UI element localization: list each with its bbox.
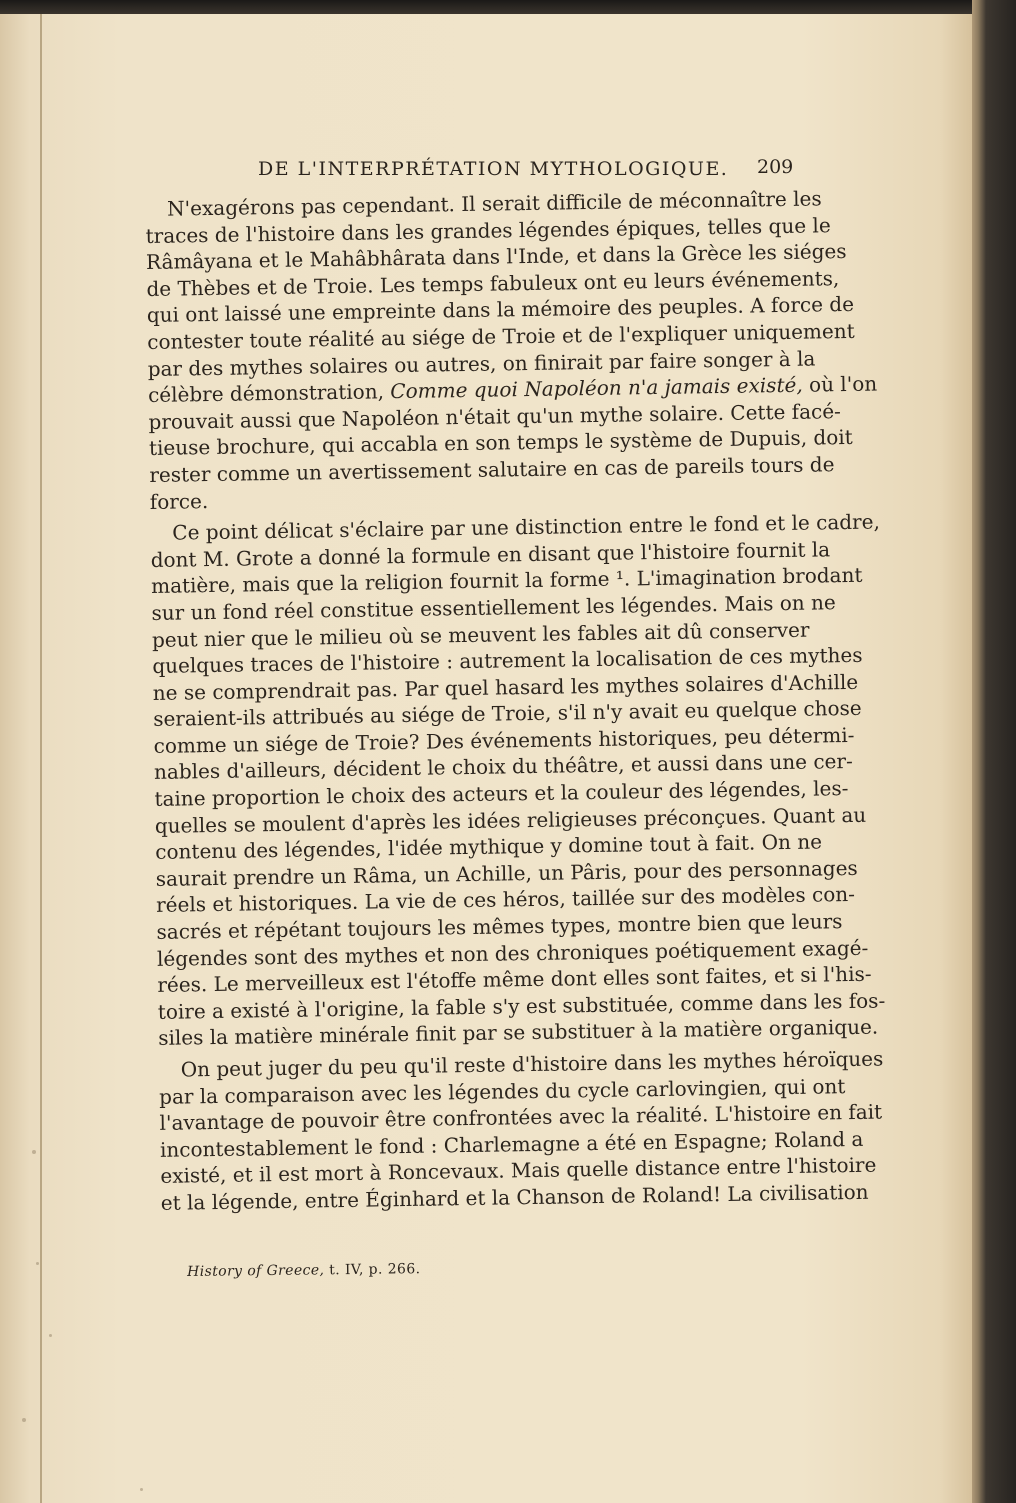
paper-speck [36, 1262, 39, 1265]
text-line: tieuse brochure, qui accabla en son temps le système de Dupuis, doit [148, 425, 853, 461]
text-line: quelles se moulent d'après les idées religieuses préconçues. Quant au [154, 802, 867, 838]
text-line: par des mythes solaires ou autres, on finirait par faire songer à la [147, 346, 816, 381]
paper-speck [49, 1334, 52, 1337]
footnote [187, 1261, 421, 1280]
text-line: seraient-ils attribués au siége de Troie, s'il n'y avait eu quelque chose [153, 696, 862, 732]
text-line: par la comparaison avec les légendes du cycle carlovingien, qui ont [158, 1073, 846, 1109]
paper-speck [22, 1418, 26, 1422]
book-edge [972, 0, 1016, 1503]
text-line: contester toute réalité au siége de Troie et de l'expliquer uniquement [147, 318, 855, 354]
text-line: légendes sont des mythes et non des chroniques poétiquement exagé- [156, 935, 869, 971]
text-line: sur un fond réel constitue essentiellement les légendes. Mais on ne [151, 590, 836, 625]
text-line: N'exagérons pas cependant. Il serait difficile de méconnaître les [167, 186, 822, 221]
text-line: On peut juger du peu qu'il reste d'histoire dans les mythes héroïques [180, 1046, 884, 1082]
text-line: sacrés et répétant toujours les mêmes types, montre bien que leurs [156, 909, 843, 944]
text-line: de Thèbes et de Troie. Les temps fabuleux ont eu leurs événements, [146, 265, 840, 301]
running-title: DE L'INTERPRÉTATION MYTHOLOGIQUE. [258, 158, 729, 180]
text-line: peut nier que le milieu où se meuvent les fables ait dû conserver [151, 617, 810, 652]
paper-speck [32, 1150, 36, 1154]
text-line: nables d'ailleurs, décident le choix du théâtre, et aussi dans une cer- [153, 749, 853, 785]
top-edge-shadow [0, 0, 1016, 14]
text-line: réels et historiques. La vie de ces héros, taillée sur des modèles con- [155, 882, 856, 918]
text-line: toire a existé à l'origine, la fable s'y est substituée, comme dans les fos- [157, 988, 886, 1024]
text-line: rées. Le merveilleux est l'étoffe même dont elles sont faites, et si l'his- [157, 961, 872, 998]
text-line: traces de l'histoire dans les grandes légendes épiques, telles que le [145, 212, 831, 248]
text-line: ne se comprendrait pas. Par quel hasard les mythes solaires d'Achille [152, 669, 859, 705]
footnote-ref: t. IV, p. 266. [324, 1261, 421, 1279]
text-line: Râmâyana et le Mahâbhârata dans l'Inde, et dans la Grèce les siéges [145, 239, 847, 275]
text-line: taine proportion le choix des acteurs et la couleur des légendes, les- [154, 776, 849, 811]
text-line: saurait prendre un Râma, un Achille, un Pâris, pour des personnages [155, 855, 858, 891]
text-line: contenu des légendes, l'idée mythique y domine tout à fait. On ne [155, 829, 823, 865]
text-line: qui ont laissé une empreinte dans la mémoire des peuples. A force de [146, 292, 855, 328]
page-number: 209 [757, 156, 794, 178]
footnote-title: History of Greece, [187, 1262, 325, 1280]
body-text [145, 186, 886, 1217]
text-line: existé, et il est mort à Roncevaux. Mais quelle distance entre l'histoire [160, 1153, 877, 1189]
text-line: incontestablement le fond : Charlemagne a été en Espagne; Roland a [159, 1126, 864, 1162]
paper-speck [140, 1488, 143, 1491]
text-line: quelques traces de l'histoire : autrement la localisation de ces mythes [152, 642, 863, 679]
text-line: force. [149, 488, 209, 514]
text-line: matière, mais que la religion fournit la forme ¹. L'imagination brodant [150, 563, 863, 599]
gutter-fold-line [40, 14, 42, 1503]
text-line: Ce point délicat s'éclaire par une distinction entre le fond et le cadre, [172, 509, 881, 545]
text-line: et la légende, entre Éginhard et la Chanson de Roland! La civilisation [160, 1179, 869, 1215]
text-line: siles la matière minérale finit par se substituer à la matière organique. [158, 1014, 879, 1051]
text-line: l'avantage de pouvoir être confrontées avec la réalité. L'histoire en fait [159, 1099, 883, 1136]
text-line: dont M. Grote a donné la formule en disant que l'histoire fournit la [150, 537, 831, 572]
text-line: prouvait aussi que Napoléon n'était qu'un mythe solaire. Cette facé- [148, 398, 841, 434]
text-line: comme un siége de Troie? Des événements historiques, peu détermi- [153, 722, 855, 758]
text-line: rester comme un avertissement salutaire en cas de pareils tours de [149, 452, 835, 487]
text-line: célèbre démonstration, Comme quoi Napoléon n'a jamais existé, où l'on [147, 371, 878, 408]
